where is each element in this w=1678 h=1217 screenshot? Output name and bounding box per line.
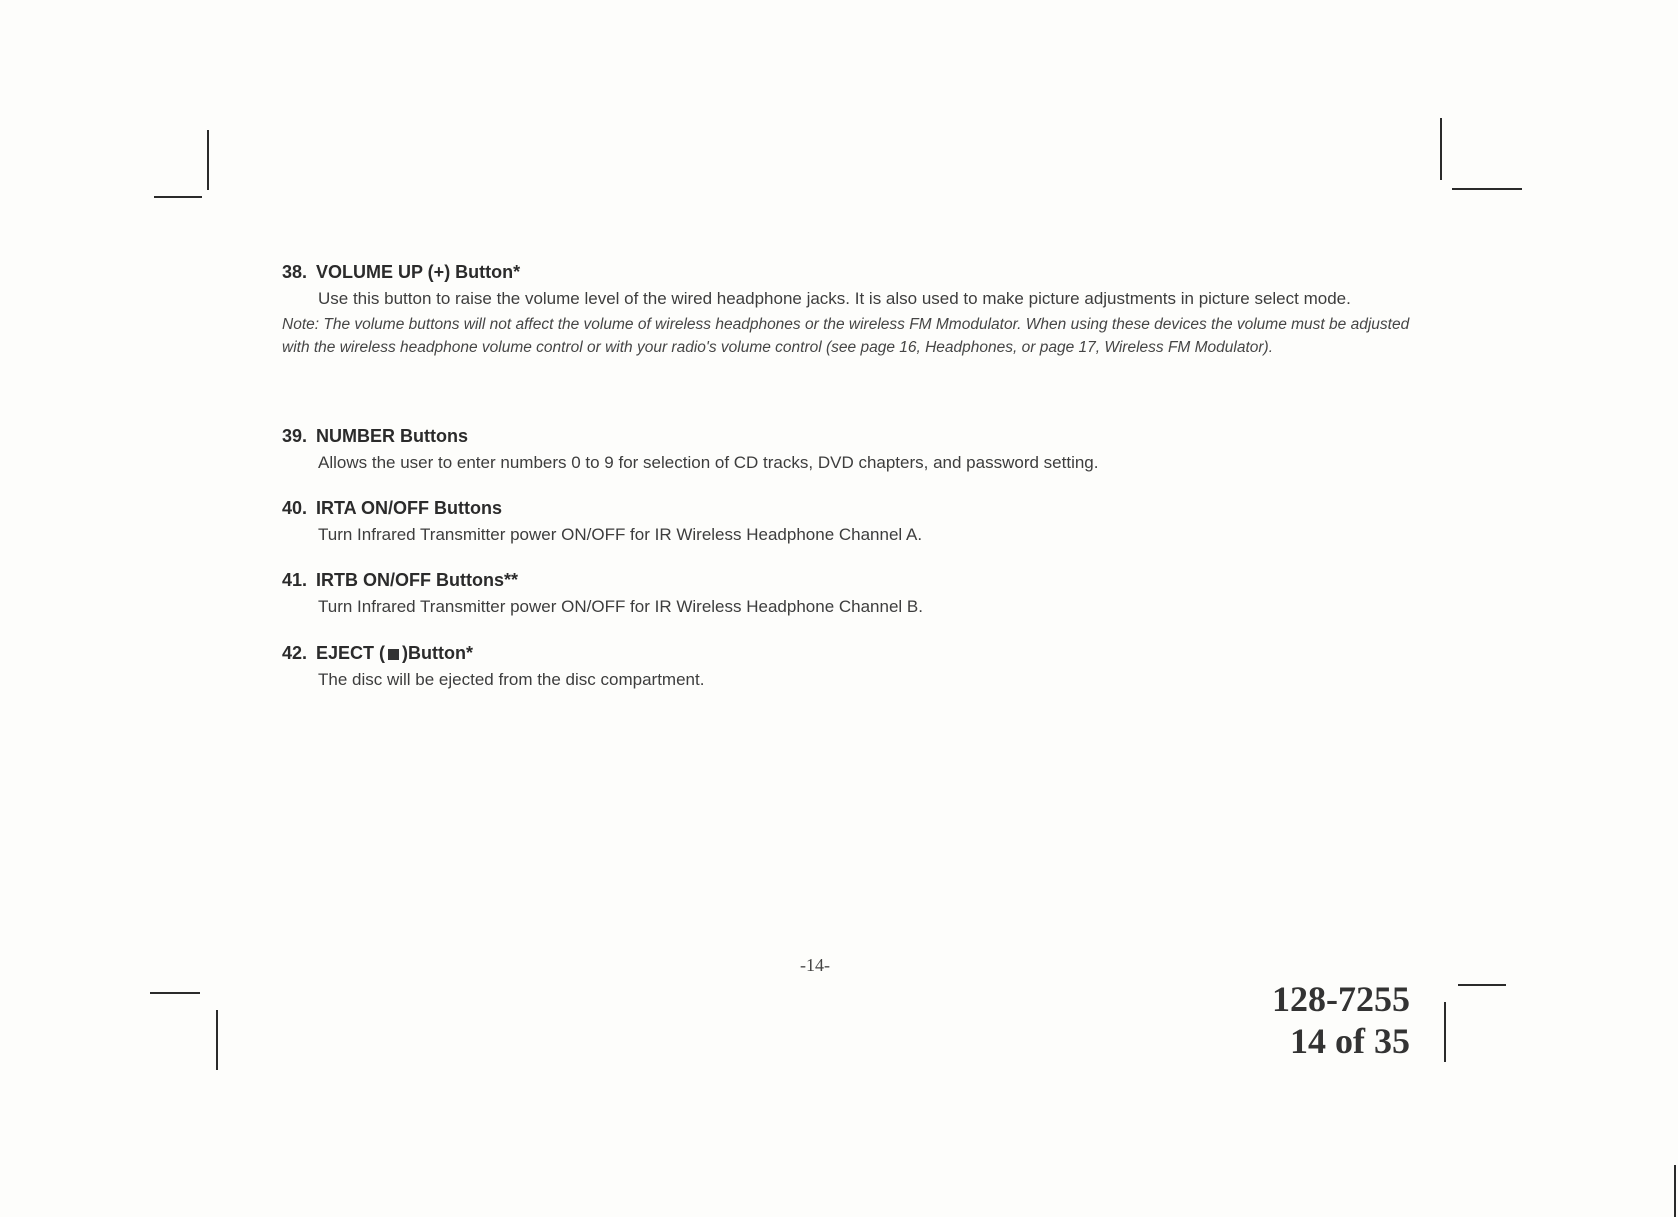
- page-count: 14 of 35: [1290, 1021, 1410, 1061]
- item-description: Turn Infrared Transmitter power ON/OFF for IR Wireless Headphone Channel B.: [318, 597, 923, 616]
- item-number: 40.: [282, 498, 308, 518]
- crop-mark: [1674, 1165, 1676, 1217]
- stop-square-icon: [388, 649, 399, 660]
- item-number: 39.: [282, 426, 308, 446]
- item-title: IRTB ON/OFF Buttons**: [316, 570, 518, 590]
- item-title: VOLUME UP (+) Button*: [316, 262, 521, 282]
- crop-mark: [154, 196, 202, 198]
- item-heading: [282, 260, 1412, 284]
- crop-mark: [1444, 1002, 1446, 1062]
- item-heading: [282, 424, 1412, 448]
- item-heading: [282, 641, 1412, 665]
- item-number-buttons: [282, 424, 1412, 475]
- crop-mark: [1452, 188, 1522, 190]
- item-description: Turn Infrared Transmitter power ON/OFF for IR Wireless Headphone Channel A.: [318, 525, 923, 544]
- item-heading: [282, 496, 1412, 520]
- item-eject-button: [282, 641, 1412, 692]
- item-title: IRTA ON/OFF Buttons: [316, 498, 502, 518]
- item-irta-buttons: [282, 496, 1412, 547]
- item-heading: [282, 568, 1412, 592]
- crop-mark: [1458, 984, 1506, 986]
- item-volume-up: [282, 260, 1412, 359]
- item-description: Use this button to raise the volume level of the wired headphone jacks. It is also used to make picture adjustments in picture select mode.: [318, 289, 1351, 308]
- crop-mark: [207, 130, 209, 190]
- crop-mark: [150, 992, 200, 994]
- item-number: 38.: [282, 262, 308, 282]
- crop-mark: [1440, 118, 1442, 180]
- item-note: Note: The volume buttons will not affect the volume of wireless headphones or the wireless FM Mmodulator. When using these devices the volume must be adjusted with the wireless headphone volume control or with your radio's volume control (see page 16, Headphones, or page 17, Wireless FM Modulator).: [282, 316, 1410, 356]
- item-number: 41.: [282, 570, 308, 590]
- item-description: The disc will be ejected from the disc compartment.: [318, 670, 705, 689]
- item-title-suffix: )Button*: [402, 643, 473, 663]
- item-irtb-buttons: [282, 568, 1412, 619]
- item-title-prefix: EJECT (: [316, 643, 386, 663]
- item-description: Allows the user to enter numbers 0 to 9 for selection of CD tracks, DVD chapters, and password setting.: [318, 453, 1099, 472]
- item-number: 42.: [282, 643, 308, 663]
- item-title: NUMBER Buttons: [316, 426, 468, 446]
- document-id: 128-7255: [1272, 979, 1410, 1019]
- page-number: -14-: [800, 955, 830, 975]
- crop-mark: [216, 1010, 218, 1070]
